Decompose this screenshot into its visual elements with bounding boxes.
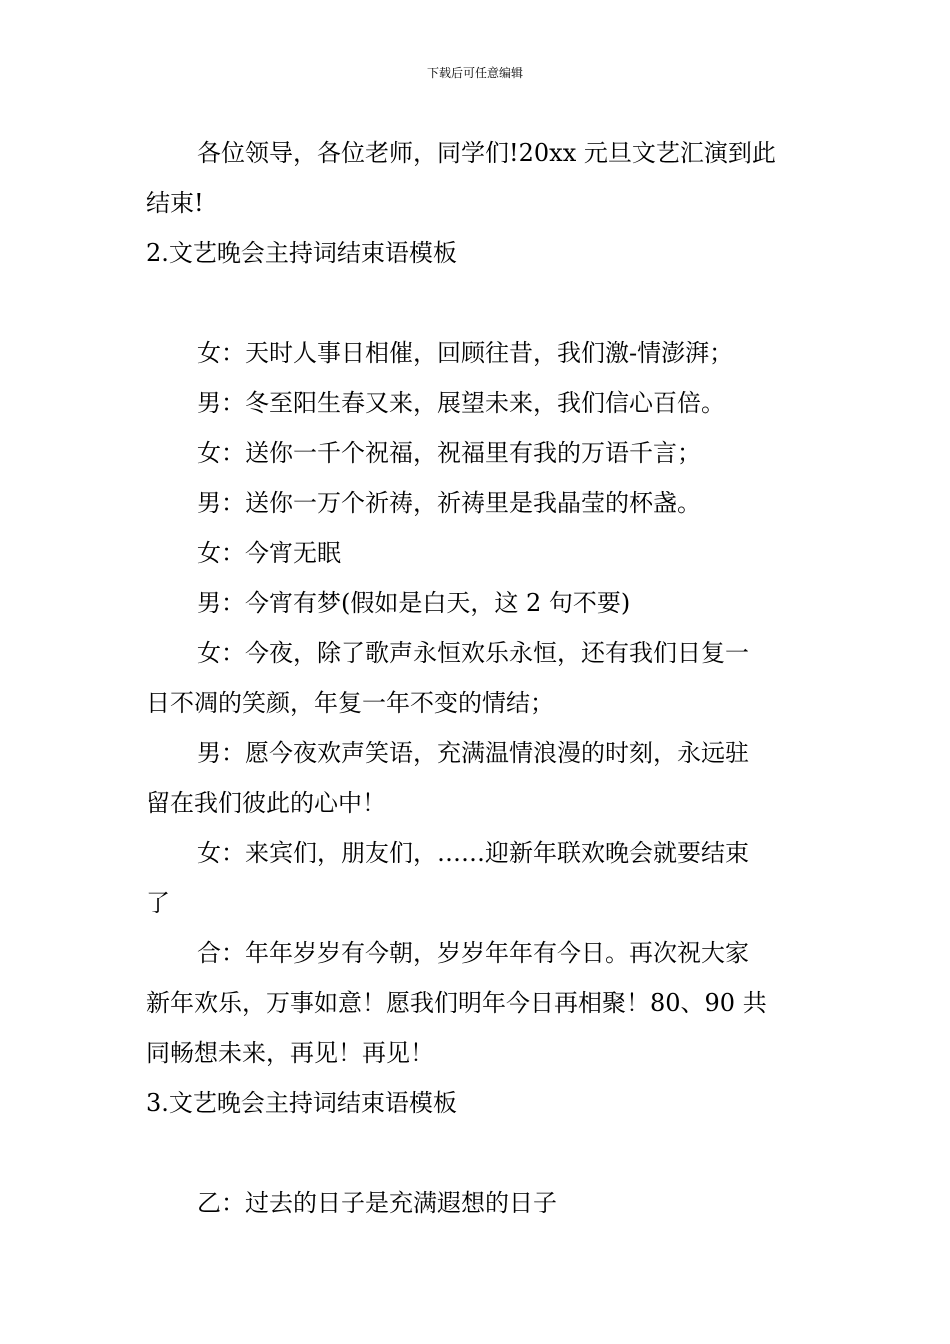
dialogue-line: 女：天时人事日相催，回顾往昔，我们激-情澎湃； <box>197 339 734 367</box>
dialogue-line: 合：年年岁岁有今朝，岁岁年年有今日。再次祝大家 <box>197 939 749 967</box>
dialogue-line: 女：今宵无眠 <box>197 539 341 567</box>
dialogue-line: 女：今夜，除了歌声永恒欢乐永恒，还有我们日复一 <box>197 639 749 667</box>
dialogue-line: 日不凋的笑颜，年复一年不变的情结； <box>146 689 554 717</box>
dialogue-line: 女：送你一千个祝福，祝福里有我的万语千言； <box>197 439 701 467</box>
section-heading: 2.文艺晚会主持词结束语模板 <box>146 239 457 267</box>
dialogue-line: 男：冬至阳生春又来，展望未来，我们信心百倍。 <box>197 389 725 417</box>
paragraph-line: 结束! <box>146 189 204 217</box>
dialogue-line: 男：送你一万个祈祷，祈祷里是我晶莹的杯盏。 <box>197 489 701 517</box>
document-body <box>146 128 808 1228</box>
dialogue-line: 男：今宵有梦(假如是白天，这 2 句不要) <box>197 589 631 617</box>
dialogue-line: 了 <box>146 889 170 917</box>
dialogue-line: 留在我们彼此的心中！ <box>146 789 386 817</box>
paragraph-line: 各位领导，各位老师，同学们!20xx 元旦文艺汇演到此 <box>197 139 776 167</box>
dialogue-line: 同畅想未来，再见！再见！ <box>146 1039 434 1067</box>
dialogue-line: 男：愿今夜欢声笑语，充满温情浪漫的时刻，永远驻 <box>197 739 749 767</box>
dialogue-line: 新年欢乐，万事如意！愿我们明年今日再相聚！80、90 共 <box>146 989 767 1017</box>
page-header-note: 下载后可任意编辑 <box>426 66 523 80</box>
section-heading: 3.文艺晚会主持词结束语模板 <box>146 1089 457 1117</box>
dialogue-line: 女：来宾们，朋友们，……迎新年联欢晚会就要结束 <box>197 839 749 867</box>
dialogue-line: 乙：过去的日子是充满遐想的日子 <box>197 1189 557 1217</box>
blank-line <box>146 278 808 328</box>
blank-line <box>146 1128 808 1178</box>
